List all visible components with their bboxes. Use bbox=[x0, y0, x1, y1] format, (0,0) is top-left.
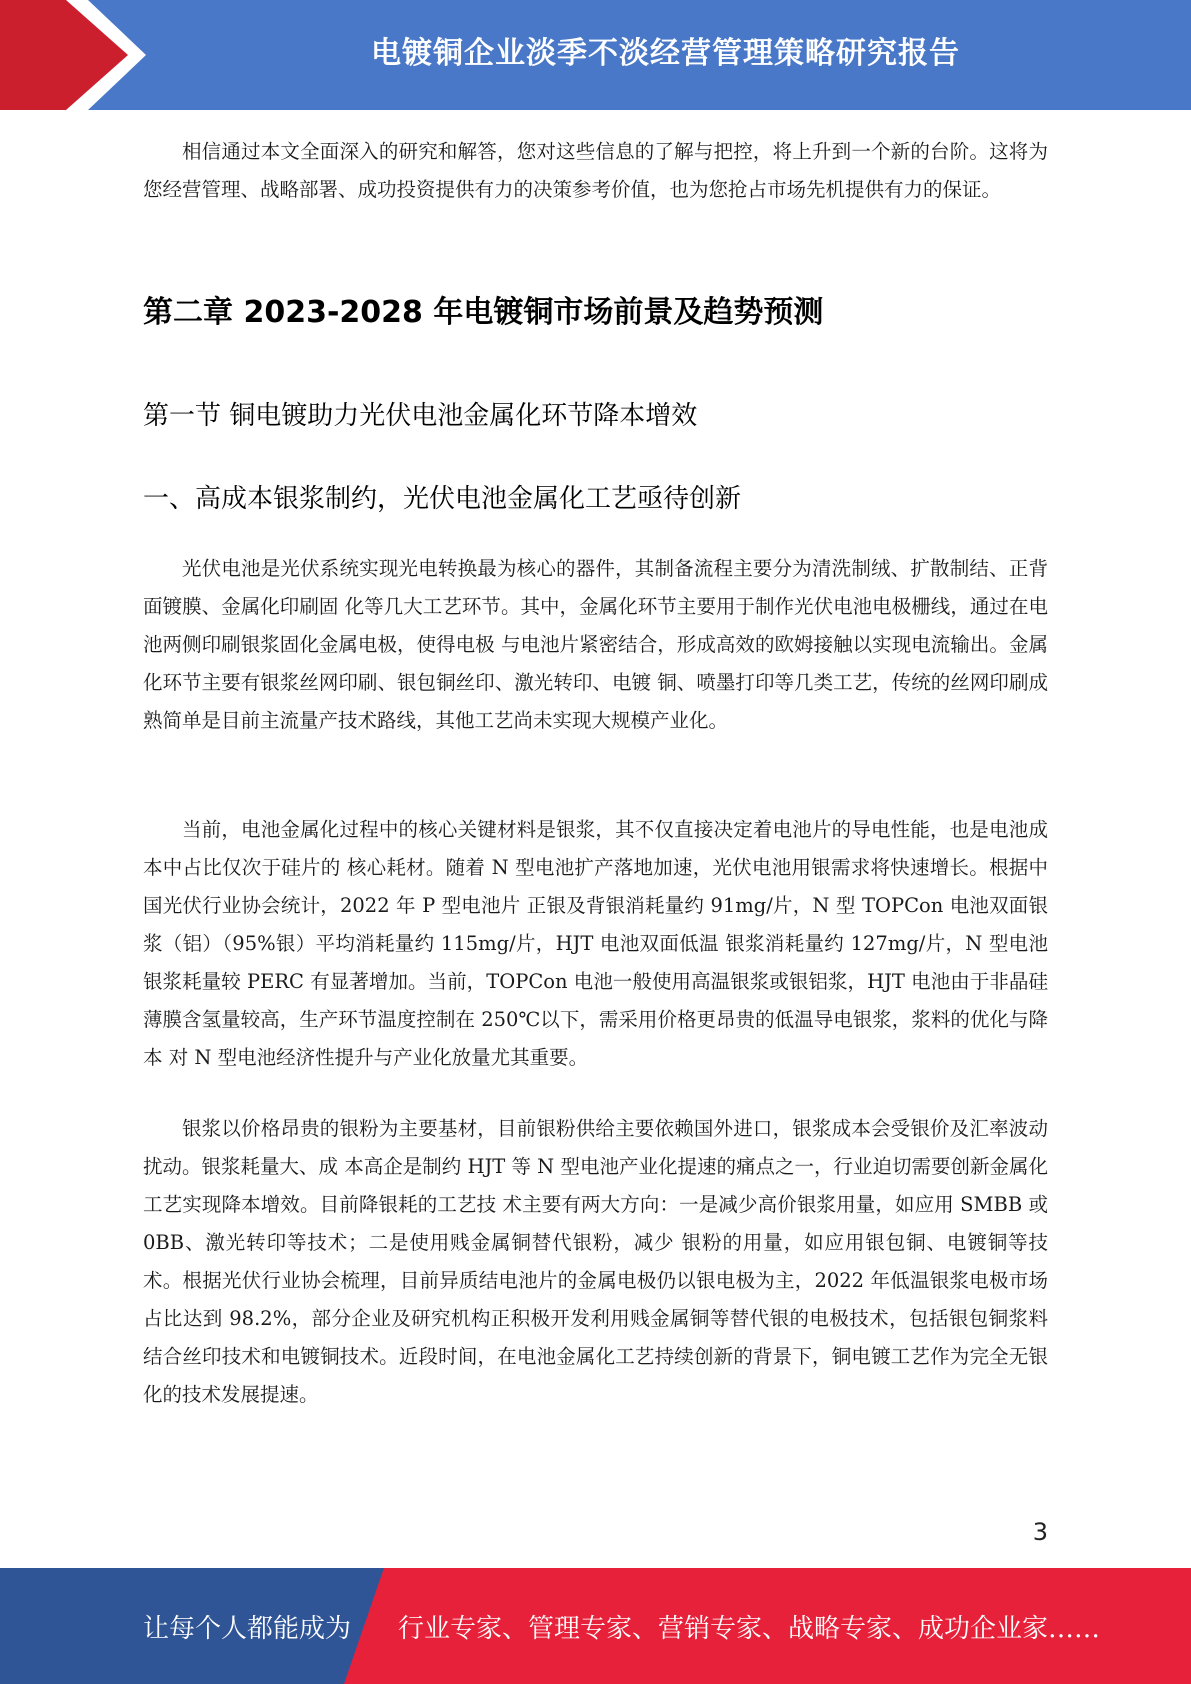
page-header bbox=[0, 0, 1191, 110]
body-paragraph: 光伏电池是光伏系统实现光电转换最为核心的器件，其制备流程主要分为清洗制绒、扩散制结、正背面镀膜、金属化印刷固 化等几大工艺环节。其中，金属化环节主要用于制作光伏电池电极栅线，通过在电池两侧印刷银浆固化金属电极，使得电极 与电池片紧密结合，形成高效的欧姆接触以实现电流输出。金属化环节主要有银浆丝网印刷、银包铜丝印、激光转印、电镀 铜、喷墨打印等几类工艺，传统的丝网印刷成熟简单是目前主流量产技术路线，其他工艺尚未实现大规模产业化。 bbox=[143, 557, 1048, 732]
body-paragraph-block-3 bbox=[143, 1110, 1048, 1414]
intro-paragraph-block bbox=[143, 133, 1048, 209]
footer-slogan-right: 行业专家、管理专家、营销专家、战略专家、成功企业家…… bbox=[398, 1613, 1101, 1644]
body-paragraph-block-1 bbox=[143, 550, 1048, 740]
page-number: 3 bbox=[1032, 1518, 1048, 1546]
chapter-title: 第二章 2023-2028 年电镀铜市场前景及趋势预测 bbox=[143, 295, 824, 330]
footer-slogan-left: 让每个人都能成为 bbox=[143, 1613, 352, 1644]
body-paragraph-block-2 bbox=[143, 811, 1048, 1077]
report-title: 电镀铜企业淡季不淡经营管理策略研究报告 bbox=[371, 36, 960, 71]
body-paragraph: 银浆以价格昂贵的银粉为主要基材，目前银粉供给主要依赖国外进口，银浆成本会受银价及汇率波动扰动。银浆耗量大、成 本高企是制约 HJT 等 N 型电池产业化提速的痛点之一，行业迫切需要创新金属化工艺实现降本增效。目前降银耗的工艺技 术主要有两大方向：一是减少高价银浆用量，如应用 SMBB 或 0BB、激光转印等技术；二是使用贱金属铜替代银粉，减少 银粉的用量，如应用银包铜、电镀铜等技术。根据光伏行业协会梳理，目前异质结电池片的金属电极仍以银电极为主，2022 年低温银浆电极市场占比达到 98.2%，部分企业及研究机构正积极开发利用贱金属铜等替代银的电极技术，包括银包铜浆料 结合丝印技术和电镀铜技术。近段时间，在电池金属化工艺持续创新的背景下，铜电镀工艺作为完全无银化的技术发展提速。 bbox=[143, 1117, 1048, 1406]
page-footer bbox=[0, 1568, 1191, 1684]
body-paragraph: 当前，电池金属化过程中的核心关键材料是银浆，其不仅直接决定着电池片的导电性能，也是电池成本中占比仅次于硅片的 核心耗材。随着 N 型电池扩产落地加速，光伏电池用银需求将快速增长。根据中国光伏行业协会统计，2022 年 P 型电池片 正银及背银消耗量约 91mg/片，N 型 TOPCon 电池双面银浆（铝）（95%银）平均消耗量约 115mg/片，HJT 电池双面低温 银浆消耗量约 127mg/片，N 型电池银浆耗量较 PERC 有显著增加。当前，TOPCon 电池一般使用高温银浆或银铝浆，HJT 电池由于非晶硅薄膜含氢量较高，生产环节温度控制在 250℃以下，需采用价格更昂贵的低温导电银浆，浆料的优化与降本 对 N 型电池经济性提升与产业化放量尤其重要。 bbox=[143, 818, 1048, 1069]
section-title: 第一节 铜电镀助力光伏电池金属化环节降本增效 bbox=[143, 401, 698, 431]
header-arrow-icon bbox=[0, 0, 150, 110]
intro-paragraph: 相信通过本文全面深入的研究和解答，您对这些信息的了解与把控，将上升到一个新的台阶。这将为您经营管理、战略部署、成功投资提供有力的决策参考价值，也为您抢占市场先机提供有力的保证。 bbox=[143, 140, 1048, 201]
subsection-title: 一、高成本银浆制约，光伏电池金属化工艺亟待创新 bbox=[143, 484, 742, 514]
